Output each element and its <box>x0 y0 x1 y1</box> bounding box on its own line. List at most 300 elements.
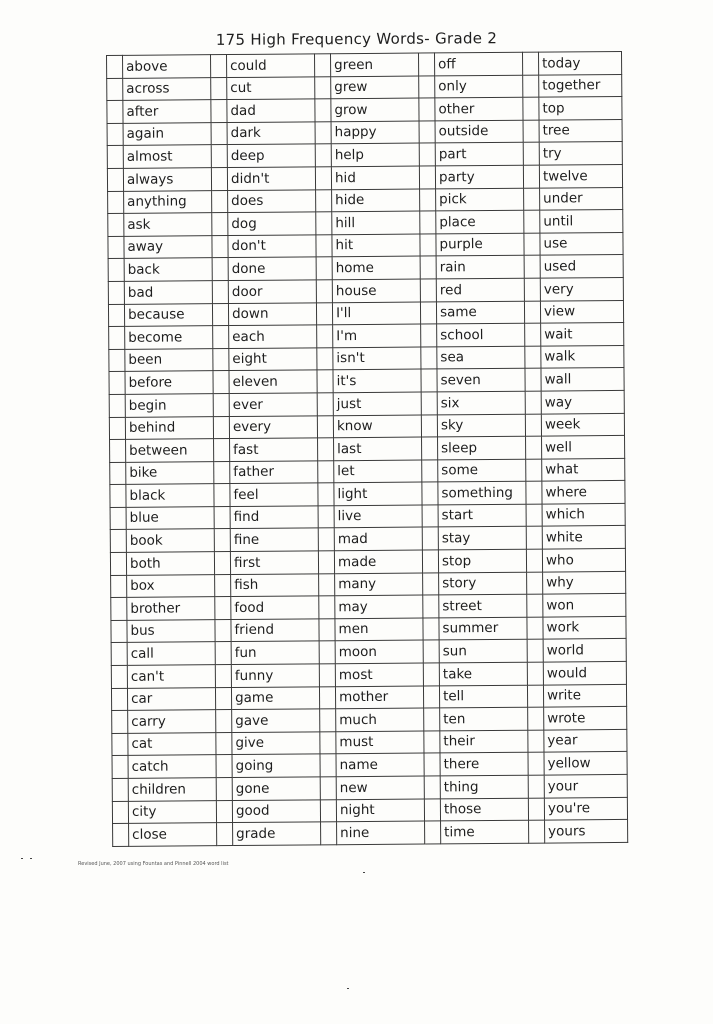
row-gutter-cell <box>212 258 228 281</box>
word-cell: sun <box>439 640 527 663</box>
word-cell: didn't <box>227 167 315 190</box>
word-cell: twelve <box>539 164 622 187</box>
word-cell: use <box>540 232 623 255</box>
row-gutter-cell <box>317 325 333 348</box>
row-gutter-cell <box>422 460 438 483</box>
row-gutter-cell <box>425 821 441 844</box>
word-row <box>110 548 625 575</box>
row-gutter-cell <box>316 189 332 212</box>
row-gutter-cell <box>525 368 541 391</box>
row-gutter-cell <box>214 552 230 575</box>
word-cell: wait <box>541 323 624 346</box>
word-cell: father <box>230 461 318 484</box>
row-gutter-cell <box>420 279 436 302</box>
row-gutter-cell <box>213 416 229 439</box>
word-cell: what <box>542 458 625 481</box>
word-cell: start <box>438 504 526 527</box>
word-cell: I'll <box>332 302 420 325</box>
word-cell: outside <box>435 120 523 143</box>
word-cell: seven <box>437 369 525 392</box>
word-cell: grew <box>331 76 419 99</box>
word-cell: try <box>539 142 622 165</box>
word-cell: find <box>230 506 318 529</box>
row-gutter-cell <box>112 756 128 779</box>
word-row <box>108 300 623 327</box>
word-row <box>109 345 624 372</box>
row-gutter-cell <box>107 146 123 169</box>
word-row <box>108 277 623 304</box>
row-gutter-cell <box>107 101 123 124</box>
word-cell: brother <box>127 597 215 620</box>
word-cell: eleven <box>229 370 317 393</box>
word-cell: back <box>124 258 212 281</box>
row-gutter-cell <box>111 598 127 621</box>
word-cell: food <box>231 596 319 619</box>
row-gutter-cell <box>525 346 541 369</box>
word-cell: close <box>129 823 217 846</box>
word-cell: where <box>542 481 625 504</box>
word-cell: most <box>335 663 423 686</box>
row-gutter-cell <box>424 731 440 754</box>
word-cell: done <box>228 257 316 280</box>
word-cell: moon <box>335 640 423 663</box>
row-gutter-cell <box>214 484 230 507</box>
word-cell: pick <box>436 188 524 211</box>
word-cell: cut <box>227 76 315 99</box>
row-gutter-cell <box>108 304 124 327</box>
word-row <box>109 323 624 350</box>
word-cell: does <box>228 189 316 212</box>
row-gutter-cell <box>215 574 231 597</box>
word-cell: house <box>332 279 420 302</box>
word-row <box>111 616 626 643</box>
word-cell: carry <box>128 710 216 733</box>
row-gutter-cell <box>523 75 539 98</box>
row-gutter-cell <box>317 393 333 416</box>
word-cell: gone <box>232 777 320 800</box>
word-row <box>109 413 624 440</box>
row-gutter-cell <box>529 820 545 843</box>
word-cell: gave <box>232 709 320 732</box>
word-cell: game <box>231 686 319 709</box>
word-cell: call <box>127 642 215 665</box>
row-gutter-cell <box>111 575 127 598</box>
row-gutter-cell <box>212 280 228 303</box>
word-cell: mother <box>335 686 423 709</box>
word-cell: children <box>128 778 216 801</box>
word-cell: part <box>435 143 523 166</box>
word-row <box>109 368 624 395</box>
row-gutter-cell <box>318 551 334 574</box>
word-cell: car <box>127 687 215 710</box>
row-gutter-cell <box>420 211 436 234</box>
row-gutter-cell <box>422 437 438 460</box>
word-cell: some <box>438 459 526 482</box>
word-cell: ten <box>440 707 528 730</box>
word-cell: name <box>336 753 424 776</box>
row-gutter-cell <box>211 55 227 78</box>
word-cell: white <box>542 526 625 549</box>
row-gutter-cell <box>421 414 437 437</box>
row-gutter-cell <box>215 687 231 710</box>
word-cell: almost <box>123 145 211 168</box>
word-cell: home <box>332 256 420 279</box>
row-gutter-cell <box>217 823 233 846</box>
word-row <box>111 639 626 666</box>
row-gutter-cell <box>421 392 437 415</box>
row-gutter-cell <box>111 688 127 711</box>
word-cell: begin <box>125 394 213 417</box>
word-cell: catch <box>128 755 216 778</box>
word-cell: across <box>123 77 211 100</box>
row-gutter-cell <box>423 618 439 641</box>
word-cell: can't <box>127 665 215 688</box>
word-cell: funny <box>231 664 319 687</box>
word-cell: work <box>543 616 626 639</box>
word-cell: rain <box>436 256 524 279</box>
word-cell: way <box>541 390 624 413</box>
word-cell: week <box>541 413 624 436</box>
word-cell: down <box>228 302 316 325</box>
word-cell: won <box>543 594 626 617</box>
row-gutter-cell <box>423 573 439 596</box>
row-gutter-cell <box>216 800 232 823</box>
word-row <box>112 707 627 734</box>
row-gutter-cell <box>526 549 542 572</box>
word-cell: let <box>334 460 422 483</box>
word-cell: year <box>544 729 627 752</box>
row-gutter-cell <box>524 301 540 324</box>
row-gutter-cell <box>215 619 231 642</box>
word-cell: between <box>126 439 214 462</box>
row-gutter-cell <box>524 210 540 233</box>
word-cell: box <box>127 574 215 597</box>
word-cell: sea <box>437 346 525 369</box>
word-cell: eight <box>229 348 317 371</box>
row-gutter-cell <box>109 394 125 417</box>
row-gutter-cell <box>524 188 540 211</box>
word-row <box>111 571 626 598</box>
row-gutter-cell <box>316 234 332 257</box>
word-row <box>108 255 623 282</box>
word-cell: used <box>540 255 623 278</box>
row-gutter-cell <box>315 144 331 167</box>
row-gutter-cell <box>528 730 544 753</box>
word-cell: wrote <box>544 707 627 730</box>
row-gutter-cell <box>419 76 435 99</box>
row-gutter-cell <box>528 752 544 775</box>
word-cell: street <box>439 594 527 617</box>
word-cell: grade <box>233 822 321 845</box>
row-gutter-cell <box>320 799 336 822</box>
word-cell: fine <box>230 528 318 551</box>
row-gutter-cell <box>523 97 539 120</box>
row-gutter-cell <box>422 550 438 573</box>
row-gutter-cell <box>315 76 331 99</box>
word-row <box>109 390 624 417</box>
row-gutter-cell <box>523 165 539 188</box>
row-gutter-cell <box>321 822 337 845</box>
row-gutter-cell <box>527 572 543 595</box>
word-cell: help <box>331 143 419 166</box>
word-cell: under <box>540 187 623 210</box>
word-row <box>110 526 625 553</box>
word-table <box>106 51 628 847</box>
word-cell: bus <box>127 620 215 643</box>
word-cell: something <box>438 481 526 504</box>
row-gutter-cell <box>213 326 229 349</box>
row-gutter-cell <box>524 278 540 301</box>
page-title: 175 High Frequency Words- Grade 2 <box>215 29 498 49</box>
word-cell: dark <box>227 122 315 145</box>
row-gutter-cell <box>424 776 440 799</box>
row-gutter-cell <box>419 98 435 121</box>
word-cell: other <box>435 97 523 120</box>
row-gutter-cell <box>422 527 438 550</box>
word-cell: because <box>124 303 212 326</box>
row-gutter-cell <box>110 507 126 530</box>
word-cell: hit <box>332 234 420 257</box>
row-gutter-cell <box>108 236 124 259</box>
row-gutter-cell <box>216 732 232 755</box>
row-gutter-cell <box>109 372 125 395</box>
word-cell: again <box>123 122 211 145</box>
word-cell: you're <box>544 797 627 820</box>
word-cell: don't <box>228 235 316 258</box>
row-gutter-cell <box>419 166 435 189</box>
row-gutter-cell <box>527 640 543 663</box>
word-cell: until <box>540 210 623 233</box>
row-gutter-cell <box>528 798 544 821</box>
word-cell: red <box>436 278 524 301</box>
word-cell: hid <box>331 166 419 189</box>
word-cell: your <box>544 774 627 797</box>
row-gutter-cell <box>528 775 544 798</box>
row-gutter-cell <box>107 168 123 191</box>
row-gutter-cell <box>315 122 331 145</box>
row-gutter-cell <box>320 732 336 755</box>
row-gutter-cell <box>108 191 124 214</box>
word-cell: mad <box>334 527 422 550</box>
row-gutter-cell <box>109 349 125 372</box>
row-gutter-cell <box>108 281 124 304</box>
word-cell: made <box>334 550 422 573</box>
row-gutter-cell <box>526 436 542 459</box>
row-gutter-cell <box>214 439 230 462</box>
row-gutter-cell <box>112 711 128 734</box>
word-cell: tell <box>439 685 527 708</box>
word-cell: green <box>330 53 418 76</box>
row-gutter-cell <box>109 326 125 349</box>
word-cell: city <box>128 800 216 823</box>
scan-speck <box>363 872 365 873</box>
row-gutter-cell <box>112 801 128 824</box>
word-row <box>108 187 623 214</box>
row-gutter-cell <box>522 52 538 75</box>
word-cell: fun <box>231 641 319 664</box>
row-gutter-cell <box>212 235 228 258</box>
word-row <box>108 232 623 259</box>
row-gutter-cell <box>424 798 440 821</box>
row-gutter-cell <box>317 370 333 393</box>
word-cell: first <box>230 551 318 574</box>
word-cell: stay <box>438 527 526 550</box>
word-cell: which <box>542 503 625 526</box>
word-cell: light <box>334 482 422 505</box>
word-row <box>107 142 622 169</box>
row-gutter-cell <box>420 234 436 257</box>
row-gutter-cell <box>110 530 126 553</box>
row-gutter-cell <box>320 777 336 800</box>
row-gutter-cell <box>318 528 334 551</box>
word-cell: same <box>436 301 524 324</box>
word-cell: take <box>439 662 527 685</box>
row-gutter-cell <box>524 233 540 256</box>
word-cell: wall <box>541 368 624 391</box>
row-gutter-cell <box>215 597 231 620</box>
word-cell: both <box>126 552 214 575</box>
word-cell: grow <box>331 98 419 121</box>
row-gutter-cell <box>318 438 334 461</box>
row-gutter-cell <box>107 78 123 101</box>
row-gutter-cell <box>423 686 439 709</box>
word-cell: six <box>437 391 525 414</box>
word-cell: yellow <box>544 752 627 775</box>
word-row <box>112 774 627 801</box>
word-cell: anything <box>124 190 212 213</box>
row-gutter-cell <box>525 391 541 414</box>
word-cell: book <box>126 529 214 552</box>
row-gutter-cell <box>320 709 336 732</box>
word-row <box>112 797 627 824</box>
word-cell: write <box>543 684 626 707</box>
word-cell: today <box>538 51 621 74</box>
row-gutter-cell <box>421 369 437 392</box>
row-gutter-cell <box>418 53 434 76</box>
word-cell: cat <box>128 732 216 755</box>
row-gutter-cell <box>111 643 127 666</box>
row-gutter-cell <box>526 481 542 504</box>
row-gutter-cell <box>319 664 335 687</box>
row-gutter-cell <box>111 620 127 643</box>
word-cell: been <box>125 348 213 371</box>
row-gutter-cell <box>317 347 333 370</box>
row-gutter-cell <box>212 213 228 236</box>
row-gutter-cell <box>315 167 331 190</box>
word-cell: new <box>336 776 424 799</box>
word-cell: may <box>335 595 423 618</box>
row-gutter-cell <box>319 686 335 709</box>
word-row <box>110 481 625 508</box>
row-gutter-cell <box>527 617 543 640</box>
word-row <box>112 729 627 756</box>
row-gutter-cell <box>523 120 539 143</box>
word-cell: behind <box>125 416 213 439</box>
row-gutter-cell <box>107 123 123 146</box>
row-gutter-cell <box>211 122 227 145</box>
word-cell: it's <box>333 369 421 392</box>
word-cell: I'm <box>333 324 421 347</box>
word-cell: before <box>125 371 213 394</box>
row-gutter-cell <box>319 641 335 664</box>
word-row <box>107 97 622 124</box>
row-gutter-cell <box>215 665 231 688</box>
word-cell: isn't <box>333 347 421 370</box>
word-cell: world <box>543 639 626 662</box>
row-gutter-cell <box>527 685 543 708</box>
row-gutter-cell <box>216 755 232 778</box>
word-row <box>111 661 626 688</box>
row-gutter-cell <box>320 754 336 777</box>
row-gutter-cell <box>215 642 231 665</box>
word-cell: many <box>335 573 423 596</box>
word-cell: view <box>540 300 623 323</box>
row-gutter-cell <box>315 99 331 122</box>
row-gutter-cell <box>419 121 435 144</box>
row-gutter-cell <box>211 100 227 123</box>
word-cell: walk <box>541 345 624 368</box>
row-gutter-cell <box>213 371 229 394</box>
row-gutter-cell <box>318 483 334 506</box>
word-cell: would <box>543 661 626 684</box>
row-gutter-cell <box>525 414 541 437</box>
word-cell: just <box>333 392 421 415</box>
row-gutter-cell <box>422 505 438 528</box>
word-cell: ever <box>229 393 317 416</box>
row-gutter-cell <box>527 594 543 617</box>
word-cell: fast <box>230 438 318 461</box>
word-cell: live <box>334 505 422 528</box>
word-row <box>110 503 625 530</box>
word-cell: together <box>539 74 622 97</box>
word-cell: those <box>440 798 528 821</box>
word-cell: deep <box>227 144 315 167</box>
row-gutter-cell <box>110 552 126 575</box>
scan-speck <box>30 858 32 859</box>
row-gutter-cell <box>526 459 542 482</box>
word-cell: why <box>543 571 626 594</box>
row-gutter-cell <box>419 143 435 166</box>
word-cell: every <box>229 415 317 438</box>
row-gutter-cell <box>211 168 227 191</box>
row-gutter-cell <box>214 506 230 529</box>
word-cell: sky <box>437 414 525 437</box>
word-cell: their <box>440 730 528 753</box>
word-row <box>110 436 625 463</box>
word-cell: hill <box>332 211 420 234</box>
word-cell: men <box>335 618 423 641</box>
word-cell: story <box>439 572 527 595</box>
row-gutter-cell <box>211 77 227 100</box>
word-table-body <box>107 51 628 846</box>
word-cell: there <box>440 753 528 776</box>
word-cell: dad <box>227 99 315 122</box>
row-gutter-cell <box>216 710 232 733</box>
row-gutter-cell <box>107 55 123 78</box>
row-gutter-cell <box>420 256 436 279</box>
word-cell: going <box>232 754 320 777</box>
word-cell: always <box>123 168 211 191</box>
word-cell: night <box>336 799 424 822</box>
word-row <box>107 51 622 78</box>
row-gutter-cell <box>523 142 539 165</box>
word-cell: party <box>435 165 523 188</box>
word-table-container <box>106 51 628 847</box>
row-gutter-cell <box>111 665 127 688</box>
row-gutter-cell <box>108 214 124 237</box>
word-cell: much <box>336 708 424 731</box>
word-cell: thing <box>440 775 528 798</box>
